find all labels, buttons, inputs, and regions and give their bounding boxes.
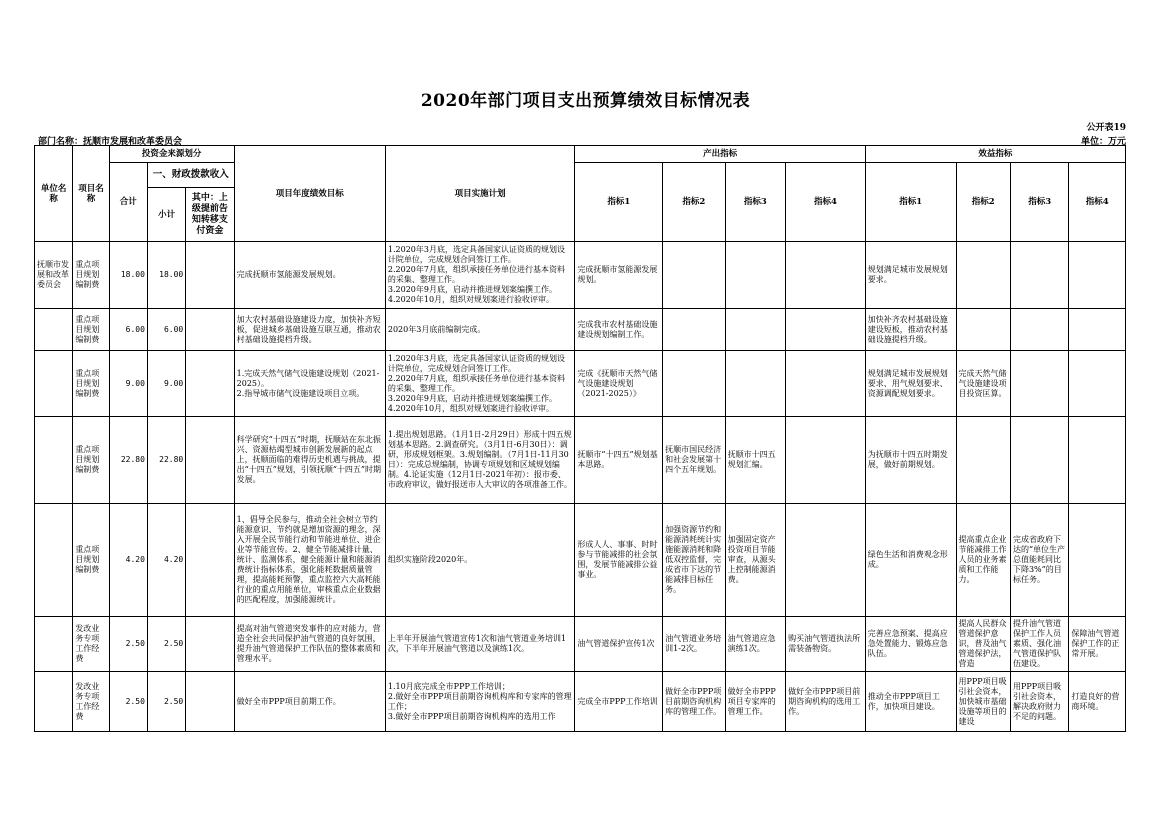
cell-b2 [956, 351, 1010, 417]
cell-org [35, 417, 73, 504]
cell-text: 抚顺市国民经济和社会发展第十四个五年规划。 [665, 445, 722, 474]
cell-total [109, 672, 147, 732]
table-row [35, 242, 1126, 309]
cell-b1 [865, 504, 956, 617]
cell-o1 [575, 504, 663, 617]
cell-b3 [1010, 351, 1068, 417]
header-output-1: 指标1 [575, 163, 663, 242]
cell-o1 [575, 617, 663, 672]
cell-text: 完成我市农村基础设施建设规划编制工作。 [577, 319, 658, 339]
cell-o4 [786, 309, 866, 351]
cell-o4 [786, 417, 866, 504]
cell-o3 [725, 309, 785, 351]
cell-b1 [865, 617, 956, 672]
cell-o1 [575, 242, 663, 309]
cell-goal [234, 417, 385, 504]
cell-org [35, 351, 73, 417]
cell-o1 [575, 351, 663, 417]
cell-text: 重点项目规划编制费 [75, 314, 100, 344]
cell-total [109, 351, 147, 417]
cell-goal [234, 617, 385, 672]
cell-b4 [1069, 309, 1126, 351]
cell-text: 提高人民群众管道保护意识，普及油气管道保护法，营造 [958, 619, 1007, 668]
cell-o2 [663, 242, 726, 309]
cell-b1 [865, 417, 956, 504]
cell-text: 提高重点企业节能减排工作人员的业务素质和工作能力。 [958, 535, 1007, 584]
cell-o3 [725, 242, 785, 309]
cell-text: 抚顺市“十四五”规划基本思路。 [577, 450, 658, 469]
cell-name [73, 242, 109, 309]
cell-o1 [575, 417, 663, 504]
cell-b3 [1010, 617, 1068, 672]
header-project-name: 项目名称 [73, 146, 109, 242]
cell-text: 2.50 [125, 696, 145, 706]
cell-text: 18.00 [120, 270, 145, 279]
cell-text: 发改业务专项工作经费 [75, 681, 100, 721]
cell-transfer [186, 672, 234, 732]
cell-text: 2020年3月底前编制完成。 [387, 324, 486, 334]
table-row [35, 617, 1126, 672]
table-row [35, 351, 1126, 417]
header-fiscal: 一、财政拨款收入 [147, 163, 234, 188]
header-output: 产出指标 [575, 146, 865, 163]
cell-total [109, 417, 147, 504]
header-output-4: 指标4 [786, 163, 866, 242]
cell-b3 [1010, 309, 1068, 351]
cell-total [109, 242, 147, 309]
cell-b2 [956, 504, 1010, 617]
cell-plan [385, 242, 575, 309]
cell-b3 [1010, 242, 1068, 309]
cell-plan [385, 672, 575, 732]
header-benefit-4: 指标4 [1069, 163, 1126, 242]
cell-text: 为抚顺市十四五时期发展，做好前期规划。 [867, 450, 948, 469]
cell-o3 [725, 504, 785, 617]
cell-text: 加大农村基础设施建设力度，加快补齐短板，促进城乡基础设施互联互通，推动农村基础设施提档升级。 [236, 314, 381, 344]
header-benefit-1: 指标1 [865, 163, 956, 242]
cell-text: 推动全市PPP项目工作，加快项目建设。 [867, 691, 940, 711]
cell-name [73, 504, 109, 617]
cell-name [73, 417, 109, 504]
cell-o3 [725, 417, 785, 504]
cell-transfer [186, 309, 234, 351]
header-output-3: 指标3 [725, 163, 785, 242]
cell-text: 1、倡导全民参与，推动全社会树立节约能源意识、节约就是增加资源的理念，深入开展全民节能行动和节能进单位、进企业等节能宣传。2、健全节能减排计量、统计、监测体系，健全能源计量和能源消费统计指标体系，强化能耗数据质量管理，提高能耗预警，重点监控六大高耗能行业的重点用能单位，审核重点企业数据的匹配程度，加强能源统计。 [236, 515, 381, 604]
cell-text: 2.50 [163, 639, 184, 648]
cell-text: 9.00 [125, 378, 145, 388]
cell-subtotal [147, 617, 185, 672]
cell-transfer [186, 504, 234, 617]
cell-text: 加强固定资产投资项目节能审查，从源头上控制能源消费。 [727, 535, 776, 584]
cell-text: 提升油气管道保护工作人员素质、强化油气管道保护队伍建设。 [1012, 619, 1061, 668]
table-row [35, 672, 1126, 732]
cell-text: 22.80 [120, 455, 145, 464]
cell-o2 [663, 351, 726, 417]
cell-text: 发改业务专项工作经费 [75, 624, 100, 663]
cell-text: 绿色生活和消费观念形成。 [867, 550, 948, 569]
cell-text: 做好全市PPP项目前期咨询机构库的管理工作。 [665, 686, 722, 716]
cell-plan [385, 351, 575, 417]
cell-text: 加快补齐农村基础设施建设短板，推动农村基础设施提档升级。 [867, 314, 948, 344]
cell-org [35, 672, 73, 732]
cell-text: 重点项目规划编制费 [75, 445, 100, 474]
cell-plan [385, 309, 575, 351]
cell-text: 重点项目规划编制费 [75, 368, 100, 398]
cell-b2 [956, 617, 1010, 672]
cell-text: 重点项目规划编制费 [75, 545, 100, 574]
unit-label: 单位：万元 [1080, 137, 1126, 147]
cell-b1 [865, 351, 956, 417]
cell-text: 完成《抚顺市天然气储气设施建设规划（2021-2025）》 [577, 368, 658, 398]
cell-text: 用PPP项目吸引社会资本，解决政府财力不足的问题。 [1012, 681, 1062, 721]
cell-text: 油气管道应急演练1次。 [727, 634, 776, 653]
cell-text: 22.80 [159, 455, 184, 464]
cell-o2 [663, 417, 726, 504]
cell-text: 完成抚顺市氢能源发展规划。 [236, 270, 341, 279]
cell-b4 [1069, 351, 1126, 417]
cell-o2 [663, 504, 726, 617]
cell-o3 [725, 351, 785, 417]
cell-org [35, 242, 73, 309]
cell-plan [385, 504, 575, 617]
cell-text: 油气管道保护宣传1次 [577, 639, 655, 648]
cell-o1 [575, 309, 663, 351]
cell-o3 [725, 672, 785, 732]
header-benefit-3: 指标3 [1010, 163, 1068, 242]
header-benefit-2: 指标2 [956, 163, 1010, 242]
cell-b2 [956, 309, 1010, 351]
cell-total [109, 309, 147, 351]
cell-b3 [1010, 417, 1068, 504]
header-benefit: 效益指标 [865, 146, 1125, 163]
cell-text: 重点项目规划编制费 [75, 260, 100, 289]
cell-b2 [956, 242, 1010, 309]
cell-b1 [865, 242, 956, 309]
header-annual-goal: 项目年度绩效目标 [234, 146, 385, 242]
cell-b1 [865, 672, 956, 732]
performance-table [34, 145, 1126, 732]
department-label: 部门名称：抚顺市发展和改革委员会 [38, 137, 183, 147]
cell-text: 抚顺市十四五规划汇编。 [727, 450, 776, 469]
cell-text: 加强资源节约和能源消耗统计实施能源消耗和降低双控监督，完成省市下达的节能减排目标任务。 [665, 525, 722, 594]
header-unit-name: 单位名称 [35, 146, 73, 242]
cell-b4 [1069, 504, 1126, 617]
cell-org [35, 504, 73, 617]
cell-b2 [956, 672, 1010, 732]
cell-text: 组织实施阶段2020年。 [387, 555, 473, 564]
cell-goal [234, 242, 385, 309]
cell-text: 完成天然气储气设施建设项目投资匡算。 [958, 368, 1007, 398]
cell-subtotal [147, 242, 185, 309]
form-number: 公开表19 [1086, 123, 1126, 133]
cell-text: 完成抚顺市氢能源发展规划。 [577, 265, 658, 284]
cell-o2 [663, 617, 726, 672]
cell-subtotal [147, 672, 185, 732]
cell-transfer [186, 617, 234, 672]
cell-text: 9.00 [163, 378, 184, 388]
cell-subtotal [147, 351, 185, 417]
header-plan: 项目实施计划 [385, 146, 575, 242]
cell-text: 形成人人、事事、时时参与节能减排的社会氛围，发展节能减排公益事业。 [577, 540, 658, 579]
cell-o2 [663, 672, 726, 732]
cell-o4 [786, 672, 866, 732]
cell-text: 购买油气管道执法所需装备物资。 [788, 634, 861, 653]
cell-text: 油气管道业务培训1-2次。 [665, 634, 722, 653]
cell-text: 保障油气管道保护工作的正常开展。 [1071, 629, 1120, 658]
cell-o1 [575, 672, 663, 732]
cell-text: 规划满足城市发展规划要求、用气规划要求、资源调配规划要求。 [867, 368, 948, 398]
cell-o4 [786, 504, 866, 617]
cell-text: 抚顺市发展和改革委员会 [37, 260, 69, 289]
cell-text: 1.提出规划思路。（1月1日-2月29日）形成十四五规划基本思路。2.调查研究。（3月1日-6月30日）：调研，形成规划框架。3.规划编制。（7月1日-11月30日）：完成总规编制，协调专项规划和区域规划编制。4.论证实施（12月1日-2021年初）：报市委、市政府审议，做好报送市人大审议的各项准备工作。 [387, 430, 572, 489]
cell-text: 18.00 [159, 270, 184, 279]
cell-subtotal [147, 309, 185, 351]
cell-goal [234, 351, 385, 417]
cell-goal [234, 504, 385, 617]
cell-b3 [1010, 672, 1068, 732]
cell-subtotal [147, 504, 185, 617]
cell-transfer [186, 351, 234, 417]
cell-o3 [725, 617, 785, 672]
header-transfer: 其中：上级提前告知转移支付资金 [186, 188, 234, 242]
cell-name [73, 309, 109, 351]
cell-text: 6.00 [125, 324, 145, 334]
cell-transfer [186, 417, 234, 504]
cell-plan [385, 417, 575, 504]
cell-b3 [1010, 504, 1068, 617]
cell-text: 4.20 [125, 555, 145, 564]
cell-text: 1.完成天然气储气设施建设规划（2021-2025）。 2.指导城市储气设施建设项目立项。 [236, 368, 380, 398]
header-funding: 投资金来源划分 [109, 146, 234, 163]
cell-text: 规划满足城市发展规划要求。 [867, 265, 948, 284]
cell-text: 打造良好的营商环境。 [1071, 691, 1120, 711]
cell-text: 2.50 [163, 696, 184, 706]
table-row [35, 504, 1126, 617]
cell-text: 做好全市PPP项目专家库的管理工作。 [727, 686, 776, 716]
cell-o4 [786, 351, 866, 417]
cell-text: 提高对油气管道突发事件的应对能力，营造全社会共同保护油气管道的良好氛围，提升油气管道保护工作队伍的整体素质和管理水平。 [236, 624, 381, 663]
cell-text: 上半年开展油气管道宣传1次和油气管道业务培训1次，下半年开展油气管道以及演练1次。 [387, 634, 567, 653]
cell-total [109, 617, 147, 672]
cell-text: 科学研究“十四五”时期，抚顺站在东北振兴、资源枯竭型城市创新发展新的起点上，抚顺面临的难得历史机遇与挑战，提出“十四五”规划，引领抚顺“十四五”时期发展。 [236, 435, 381, 484]
cell-name [73, 617, 109, 672]
cell-text: 2.50 [125, 639, 145, 648]
cell-b4 [1069, 617, 1126, 672]
cell-b2 [956, 417, 1010, 504]
cell-text: 完成省政府下达的“单位生产总值能耗同比下降3%”的目标任务。 [1012, 535, 1066, 584]
cell-text: 4.20 [163, 555, 184, 564]
cell-name [73, 351, 109, 417]
cell-org [35, 309, 73, 351]
table-row [35, 417, 1126, 504]
cell-subtotal [147, 417, 185, 504]
cell-goal [234, 309, 385, 351]
cell-text: 做好全市PPP项目前期咨询机构的选用工作。 [788, 686, 861, 716]
cell-text: 1.2020年3月底，选定具备国家认证资质的规划设计院单位，完成规划合同签订工作。 2.2020年7月底，组织承接任务单位进行基本资料的采集、整理工作。 3.2020年9月底，启动并推进规划案编撰工作。 4.2020年10月，组织对规划案进行验收评审。 [387, 353, 565, 413]
cell-total [109, 504, 147, 617]
cell-text: 完成全市PPP工作培训 [577, 696, 658, 706]
cell-goal [234, 672, 385, 732]
page-title: 2020年部门项目支出预算绩效目标情况表 [420, 91, 751, 111]
cell-b4 [1069, 242, 1126, 309]
cell-o4 [786, 617, 866, 672]
cell-name [73, 672, 109, 732]
cell-o2 [663, 309, 726, 351]
cell-text: 1.10月底完成全市PPP工作培训； 2.做好全市PPP项目前期咨询机构库和专家库的管理工作； 3.做好全市PPP项目前期咨询机构库的选用工作 [387, 681, 572, 721]
cell-b4 [1069, 417, 1126, 504]
header-subtotal: 小计 [147, 188, 185, 242]
cell-text: 1.2020年3月底，选定具备国家认证资质的规划设计院单位，完成规划合同签订工作。 2.2020年7月底，组织承接任务单位进行基本资料的采集、整理工作。 3.2020年9月底，启动并推进规划案编撰工作。 4.2020年10月，组织对规划案进行验收评审。 [387, 245, 565, 304]
table-row [35, 309, 1126, 351]
cell-text: 用PPP项目吸引社会资本，加快城市基础设施等项目的建设 [958, 676, 1007, 726]
header-total: 合计 [109, 163, 147, 242]
cell-plan [385, 617, 575, 672]
cell-o4 [786, 242, 866, 309]
cell-text: 6.00 [163, 324, 184, 334]
cell-b4 [1069, 672, 1126, 732]
cell-text: 完善应急预案、提高应急处置能力、锻炼应急队伍。 [867, 629, 948, 658]
header-output-2: 指标2 [663, 163, 726, 242]
cell-b1 [865, 309, 956, 351]
cell-text: 做好全市PPP项目前期工作。 [236, 696, 341, 706]
cell-org [35, 617, 73, 672]
cell-transfer [186, 242, 234, 309]
